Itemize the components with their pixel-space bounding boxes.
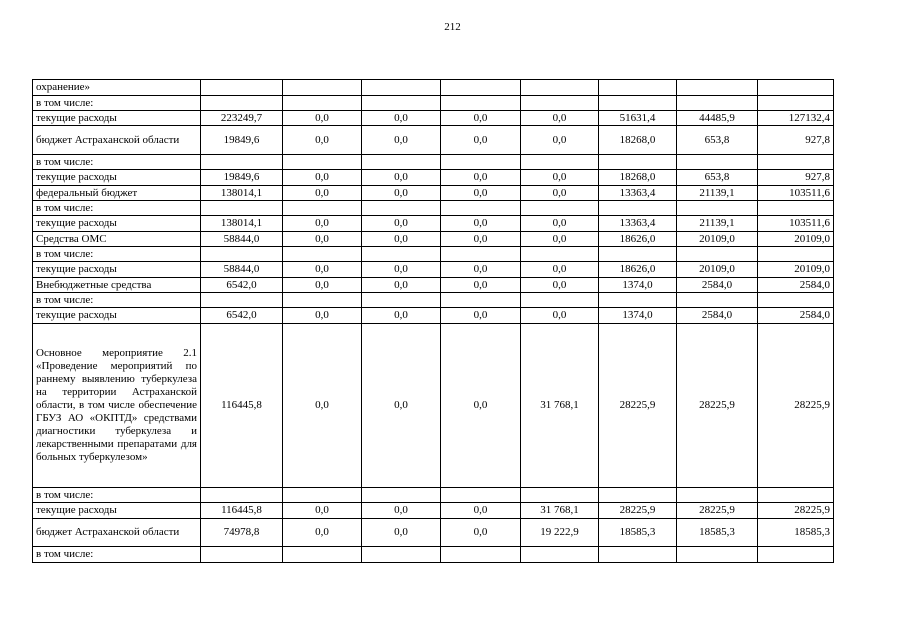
cell-value-col-5: 0,0 xyxy=(521,186,599,201)
cell-value-col-3: 0,0 xyxy=(362,126,441,155)
table-row xyxy=(33,80,834,96)
cell-value-col-3 xyxy=(362,488,441,503)
cell-value-col-7: 21139,1 xyxy=(677,186,758,201)
cell-value-col-8 xyxy=(758,247,834,262)
cell-value-col-1: 6542,0 xyxy=(201,278,283,293)
cell-value-col-6: 18626,0 xyxy=(599,232,677,247)
page-number: 212 xyxy=(444,21,461,33)
cell-value-col-8: 20109,0 xyxy=(758,232,834,247)
cell-value-col-7: 28225,9 xyxy=(677,324,758,488)
cell-value-col-1 xyxy=(201,155,283,170)
cell-value-col-7 xyxy=(677,293,758,308)
cell-value-col-5: 0,0 xyxy=(521,308,599,324)
cell-value-col-5: 0,0 xyxy=(521,170,599,186)
row-label: в том числе: xyxy=(33,201,201,216)
cell-value-col-7: 653,8 xyxy=(677,170,758,186)
cell-value-col-8: 28225,9 xyxy=(758,324,834,488)
cell-value-col-1 xyxy=(201,201,283,216)
cell-value-col-7: 20109,0 xyxy=(677,232,758,247)
row-label: Внебюджетные средства xyxy=(33,278,201,293)
cell-value-col-8 xyxy=(758,293,834,308)
cell-value-col-4 xyxy=(441,293,521,308)
cell-value-col-3 xyxy=(362,247,441,262)
cell-value-col-4: 0,0 xyxy=(441,503,521,519)
table-row xyxy=(33,155,834,170)
table-row xyxy=(33,201,834,216)
cell-value-col-5: 31 768,1 xyxy=(521,503,599,519)
cell-value-col-6 xyxy=(599,96,677,111)
table-row xyxy=(33,186,834,201)
cell-value-col-7: 28225,9 xyxy=(677,503,758,519)
cell-value-col-7 xyxy=(677,201,758,216)
row-label: Средства ОМС xyxy=(33,232,201,247)
row-label: текущие расходы xyxy=(33,262,201,278)
cell-value-col-3 xyxy=(362,155,441,170)
cell-value-col-8: 103511,6 xyxy=(758,216,834,232)
cell-value-col-2 xyxy=(283,201,362,216)
cell-value-col-1: 6542,0 xyxy=(201,308,283,324)
row-label: бюджет Астраханской области xyxy=(33,519,201,547)
cell-value-col-3: 0,0 xyxy=(362,519,441,547)
table-row xyxy=(33,308,834,324)
cell-value-col-8: 927,8 xyxy=(758,170,834,186)
cell-value-col-2: 0,0 xyxy=(283,262,362,278)
cell-value-col-7 xyxy=(677,488,758,503)
row-label: текущие расходы xyxy=(33,216,201,232)
cell-value-col-6: 18585,3 xyxy=(599,519,677,547)
cell-value-col-1 xyxy=(201,80,283,96)
cell-value-col-2: 0,0 xyxy=(283,216,362,232)
cell-value-col-6: 28225,9 xyxy=(599,503,677,519)
row-label: в том числе: xyxy=(33,293,201,308)
cell-value-col-1 xyxy=(201,547,283,563)
row-label: текущие расходы xyxy=(33,111,201,126)
table-row xyxy=(33,170,834,186)
cell-value-col-2 xyxy=(283,155,362,170)
row-label: в том числе: xyxy=(33,96,201,111)
cell-value-col-6: 51631,4 xyxy=(599,111,677,126)
cell-value-col-6: 18268,0 xyxy=(599,126,677,155)
cell-value-col-7: 44485,9 xyxy=(677,111,758,126)
table-row xyxy=(33,262,834,278)
cell-value-col-8: 20109,0 xyxy=(758,262,834,278)
table-row xyxy=(33,126,834,155)
cell-value-col-4: 0,0 xyxy=(441,170,521,186)
row-label: текущие расходы xyxy=(33,170,201,186)
cell-value-col-1: 116445,8 xyxy=(201,324,283,488)
cell-value-col-2: 0,0 xyxy=(283,503,362,519)
cell-value-col-4 xyxy=(441,247,521,262)
cell-value-col-1 xyxy=(201,488,283,503)
cell-value-col-3: 0,0 xyxy=(362,232,441,247)
cell-value-col-7 xyxy=(677,155,758,170)
cell-value-col-5 xyxy=(521,155,599,170)
table-row xyxy=(33,519,834,547)
cell-value-col-2: 0,0 xyxy=(283,232,362,247)
cell-value-col-4 xyxy=(441,155,521,170)
cell-value-col-3 xyxy=(362,293,441,308)
cell-value-col-6: 1374,0 xyxy=(599,308,677,324)
cell-value-col-2: 0,0 xyxy=(283,278,362,293)
cell-value-col-2 xyxy=(283,547,362,563)
cell-value-col-7: 20109,0 xyxy=(677,262,758,278)
cell-value-col-5 xyxy=(521,96,599,111)
cell-value-col-7: 18585,3 xyxy=(677,519,758,547)
cell-value-col-1 xyxy=(201,96,283,111)
budget-table xyxy=(32,79,834,563)
cell-value-col-4: 0,0 xyxy=(441,232,521,247)
cell-value-col-8: 927,8 xyxy=(758,126,834,155)
cell-value-col-8: 28225,9 xyxy=(758,503,834,519)
cell-value-col-1: 116445,8 xyxy=(201,503,283,519)
cell-value-col-8 xyxy=(758,547,834,563)
cell-value-col-6 xyxy=(599,155,677,170)
cell-value-col-5 xyxy=(521,80,599,96)
cell-value-col-3 xyxy=(362,96,441,111)
cell-value-col-4: 0,0 xyxy=(441,126,521,155)
row-label: охранение» xyxy=(33,80,201,96)
cell-value-col-5: 19 222,9 xyxy=(521,519,599,547)
cell-value-col-8 xyxy=(758,155,834,170)
cell-value-col-5 xyxy=(521,547,599,563)
cell-value-col-5: 0,0 xyxy=(521,278,599,293)
cell-value-col-8: 2584,0 xyxy=(758,278,834,293)
cell-value-col-1: 138014,1 xyxy=(201,216,283,232)
cell-value-col-7: 2584,0 xyxy=(677,308,758,324)
cell-value-col-5: 0,0 xyxy=(521,232,599,247)
cell-value-col-6 xyxy=(599,293,677,308)
cell-value-col-3: 0,0 xyxy=(362,170,441,186)
table-row xyxy=(33,111,834,126)
cell-value-col-2 xyxy=(283,293,362,308)
row-label: в том числе: xyxy=(33,155,201,170)
cell-value-col-4: 0,0 xyxy=(441,324,521,488)
table-row xyxy=(33,547,834,563)
cell-value-col-6: 13363,4 xyxy=(599,216,677,232)
cell-value-col-2: 0,0 xyxy=(283,308,362,324)
cell-value-col-8: 2584,0 xyxy=(758,308,834,324)
cell-value-col-5: 31 768,1 xyxy=(521,324,599,488)
table-row xyxy=(33,278,834,293)
cell-value-col-1: 74978,8 xyxy=(201,519,283,547)
cell-value-col-3: 0,0 xyxy=(362,278,441,293)
cell-value-col-4 xyxy=(441,201,521,216)
cell-value-col-8 xyxy=(758,201,834,216)
cell-value-col-2: 0,0 xyxy=(283,126,362,155)
cell-value-col-7 xyxy=(677,80,758,96)
cell-value-col-5 xyxy=(521,488,599,503)
cell-value-col-6 xyxy=(599,247,677,262)
cell-value-col-6 xyxy=(599,80,677,96)
table-row xyxy=(33,96,834,111)
cell-value-col-7 xyxy=(677,96,758,111)
cell-value-col-5 xyxy=(521,247,599,262)
table-row xyxy=(33,232,834,247)
cell-value-col-6 xyxy=(599,547,677,563)
cell-value-col-6: 1374,0 xyxy=(599,278,677,293)
cell-value-col-3 xyxy=(362,80,441,96)
table-row xyxy=(33,293,834,308)
cell-value-col-8 xyxy=(758,80,834,96)
cell-value-col-2: 0,0 xyxy=(283,170,362,186)
cell-value-col-5: 0,0 xyxy=(521,126,599,155)
row-label: текущие расходы xyxy=(33,308,201,324)
cell-value-col-1 xyxy=(201,293,283,308)
cell-value-col-2 xyxy=(283,488,362,503)
cell-value-col-4: 0,0 xyxy=(441,308,521,324)
cell-value-col-5 xyxy=(521,201,599,216)
cell-value-col-2: 0,0 xyxy=(283,519,362,547)
cell-value-col-2: 0,0 xyxy=(283,186,362,201)
cell-value-col-8 xyxy=(758,488,834,503)
cell-value-col-5: 0,0 xyxy=(521,262,599,278)
cell-value-col-2 xyxy=(283,80,362,96)
cell-value-col-5: 0,0 xyxy=(521,111,599,126)
cell-value-col-4 xyxy=(441,488,521,503)
row-label: бюджет Астраханской области xyxy=(33,126,201,155)
row-label: Основное мероприятие 2.1 «Проведение мероприятий по раннему выявлению туберкулеза на территории Астраханской области, в том числе обеспечение ГБУЗ АО «ОКПТД» средствами диагностики туберкулеза и лекарственными препаратами для больных туберкулезом» xyxy=(33,324,201,488)
row-label: федеральный бюджет xyxy=(33,186,201,201)
cell-value-col-3: 0,0 xyxy=(362,308,441,324)
cell-value-col-4 xyxy=(441,547,521,563)
cell-value-col-3: 0,0 xyxy=(362,111,441,126)
cell-value-col-3 xyxy=(362,201,441,216)
cell-value-col-7 xyxy=(677,247,758,262)
cell-value-col-1 xyxy=(201,247,283,262)
row-label: текущие расходы xyxy=(33,503,201,519)
cell-value-col-3: 0,0 xyxy=(362,324,441,488)
cell-value-col-6 xyxy=(599,201,677,216)
table-row xyxy=(33,488,834,503)
cell-value-col-6: 13363,4 xyxy=(599,186,677,201)
cell-value-col-5 xyxy=(521,293,599,308)
cell-value-col-1: 58844,0 xyxy=(201,262,283,278)
cell-value-col-1: 138014,1 xyxy=(201,186,283,201)
row-label: в том числе: xyxy=(33,488,201,503)
cell-value-col-4: 0,0 xyxy=(441,519,521,547)
cell-value-col-7 xyxy=(677,547,758,563)
cell-value-col-1: 19849,6 xyxy=(201,170,283,186)
cell-value-col-6 xyxy=(599,488,677,503)
table-row xyxy=(33,247,834,262)
cell-value-col-1: 19849,6 xyxy=(201,126,283,155)
cell-value-col-3: 0,0 xyxy=(362,216,441,232)
cell-value-col-3: 0,0 xyxy=(362,186,441,201)
cell-value-col-8: 18585,3 xyxy=(758,519,834,547)
cell-value-col-1: 58844,0 xyxy=(201,232,283,247)
cell-value-col-2: 0,0 xyxy=(283,111,362,126)
cell-value-col-6: 18626,0 xyxy=(599,262,677,278)
cell-value-col-6: 28225,9 xyxy=(599,324,677,488)
cell-value-col-4: 0,0 xyxy=(441,262,521,278)
cell-value-col-7: 653,8 xyxy=(677,126,758,155)
cell-value-col-3 xyxy=(362,547,441,563)
row-label: в том числе: xyxy=(33,547,201,563)
cell-value-col-6: 18268,0 xyxy=(599,170,677,186)
table-row xyxy=(33,324,834,488)
cell-value-col-5: 0,0 xyxy=(521,216,599,232)
cell-value-col-2 xyxy=(283,96,362,111)
cell-value-col-8 xyxy=(758,96,834,111)
cell-value-col-4 xyxy=(441,80,521,96)
cell-value-col-7: 2584,0 xyxy=(677,278,758,293)
cell-value-col-7: 21139,1 xyxy=(677,216,758,232)
cell-value-col-3: 0,0 xyxy=(362,503,441,519)
cell-value-col-8: 103511,6 xyxy=(758,186,834,201)
table-row xyxy=(33,216,834,232)
cell-value-col-3: 0,0 xyxy=(362,262,441,278)
cell-value-col-8: 127132,4 xyxy=(758,111,834,126)
cell-value-col-4: 0,0 xyxy=(441,278,521,293)
table-row xyxy=(33,503,834,519)
row-label: в том числе: xyxy=(33,247,201,262)
cell-value-col-1: 223249,7 xyxy=(201,111,283,126)
cell-value-col-2: 0,0 xyxy=(283,324,362,488)
cell-value-col-4: 0,0 xyxy=(441,186,521,201)
cell-value-col-2 xyxy=(283,247,362,262)
cell-value-col-4: 0,0 xyxy=(441,111,521,126)
cell-value-col-4: 0,0 xyxy=(441,216,521,232)
cell-value-col-4 xyxy=(441,96,521,111)
